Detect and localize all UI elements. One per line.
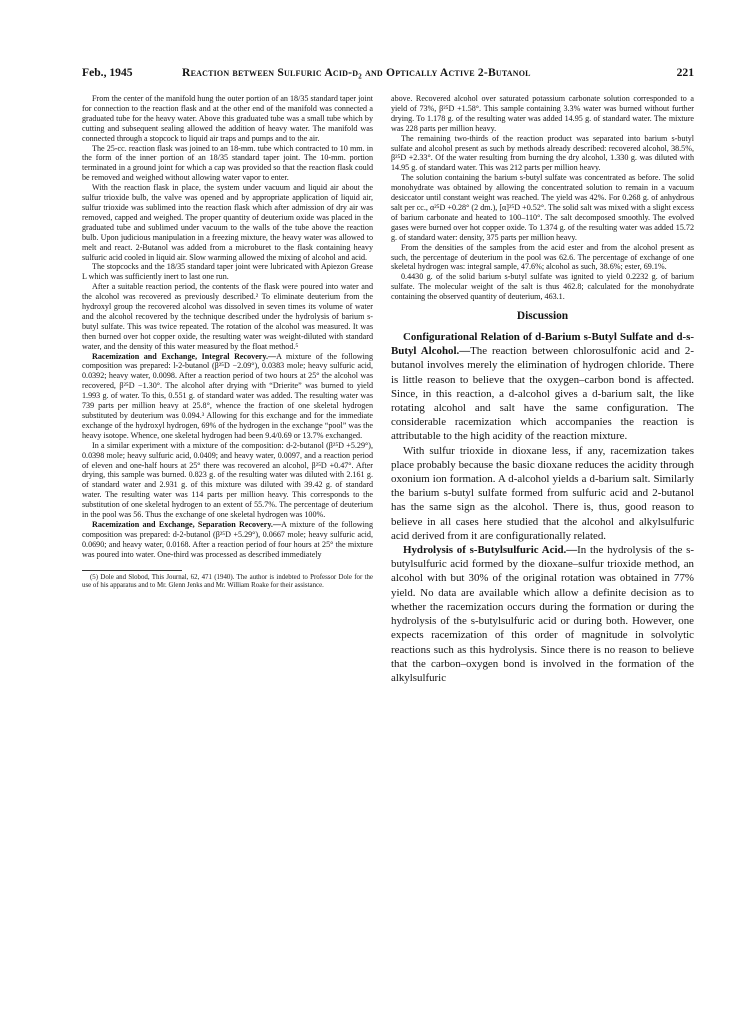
journal-page <box>82 62 694 684</box>
paragraph: The solution containing the barium s-butyl sulfate was concentrated as before. The solid monohydrate was obtained by allowing the concentrated solution to remain in a vacuum desiccator until constant weight was reached. The yield was 42%. For 0.268 g. of anhydrous salt per cc., α²⁵D +0.28° (2 dm.), [α]²⁵D +0.52°. The solid salt was mixed with a slight excess of barium carbonate and heated to 100–110°. The salt decomposed smoothly. The evolved gases were burned over hot copper oxide. To 1.374 g. of the resulting water was added 15.72 g. of standard water: density, 375 parts per million heavy. <box>391 173 694 242</box>
paragraph <box>391 543 694 685</box>
header-title: Reaction between Sulfuric Acid-d₂ and Optically Active 2-Butanol <box>182 66 531 79</box>
section-heading: Racemization and Exchange, Integral Recovery.— <box>92 351 277 361</box>
paragraph-text: In the hydrolysis of the s-butylsulfuric acid formed by the dioxane–sulfur trioxide method, an alcohol with but 30% of the original rotation was obtained in 77% yield. No data are available which allow a definite decision as to whether the racemization occurs during the formation or during the hydrolysis of the s-butylsulfuric acid or during both. However, one expects racemization of this order of magnitude in solvolytic reactions such as this hydrolysis. Since there is no reason to believe that the carbon–oxygen bond is involved in the formation of the alkylsulfuric <box>391 544 694 684</box>
paragraph: In a similar experiment with a mixture of the composition: d-2-butanol (β²⁵D +5.29°), 0.0398 mole; heavy sulfuric acid, 0.0409; and heavy water, 0.0097, and a reaction period of eleven and one-half hours at 25° there was recovered an alcohol, β²⁵D +0.47°. After drying, this sample was burned. 0.823 g. of the resulting water was diluted with 2.161 g. of standard water and 2.931 g. of this mixture was diluted with 39.42 g. of standard water. The resulting water was 114 parts per million heavy. This corresponds to the substitution of one skeletal hydrogen to an extent of 55.7%. The percentage of deuterium in the pool was 56. Thus the exchange of one skeletal hydrogen was 100%. <box>82 440 373 520</box>
paragraph <box>391 330 694 444</box>
experimental-continuation <box>391 94 694 302</box>
section-heading: Racemization and Exchange, Separation Recovery.— <box>92 519 282 529</box>
footnote <box>82 574 373 591</box>
running-header <box>82 62 694 84</box>
page-number: 221 <box>676 66 694 79</box>
paragraph: The stopcocks and the 18/35 standard taper joint were lubricated with Apiezon Grease L which was sufficiently inert to last one run. <box>82 262 373 282</box>
section-title-discussion: Discussion <box>516 310 569 323</box>
left-column <box>82 94 373 590</box>
footnote-divider <box>82 570 182 571</box>
paragraph: From the center of the manifold hung the outer portion of an 18/35 standard taper joint for connection to the reaction flask and at the other end of the manifold was connected a graduated tube for the heavy water. Above this graduated tube was a small tube which by cutting and subsequent sealing allowed the addition of heavy water. The manifold was connected through a stopcock to liquid air traps and pumps and to the air. <box>82 94 373 143</box>
paragraph-text: The reaction between chlorosulfonic acid and 2-butanol involves merely the elimination of hydrogen chloride. There is little reason to believe that the oxygen–carbon bond is affected. Since, in this reaction, a d-alcohol gives a d-barium salt, the like rotating alcohol and salt have the same configuration. The considerable racemization which accompanies the reaction is attributable to the high acidity of the reaction mixture. <box>391 345 694 443</box>
paragraph: From the densities of the samples from the acid ester and from the alcohol present as such, the percentage of deuterium in the pool was 62.6. The percentage of exchange of one skeletal hydrogen was: integral sample, 47.6%; alcohol as such, 38.6%; ester, 69.1%. <box>391 242 694 272</box>
right-column <box>391 94 694 685</box>
paragraph: The 25-cc. reaction flask was joined to an 18-mm. tube which contracted to 10 mm. in the form of the inner portion of an 18/35 standard taper joint. The 10-mm. portion terminated in a ground joint for which a cap was provided so that the reaction flask could be removed and weighed without allowing water vapor to enter. <box>82 143 373 183</box>
paragraph: 0.4430 g. of the solid barium s-butyl sulfate was ignited to yield 0.2232 g. of barium sulfate. The molecular weight of the salt is thus 462.8; calculated for the monohydrate containing the observed quantity of deuterium, 463.1. <box>391 272 694 302</box>
paragraph: With sulfur trioxide in dioxane less, if any, racemization takes place probably because the basic dioxane reduces the acidity through oxonium ion formation. A d-alcohol yields a d-barium salt. Similarly the barium s-butyl sulfate formed from sulfuric acid and 2-butanol has the same sign as the alcohol. There is, thus, good reason to believe in all cases here studied that the alcohol and alkylsulfuric acid derived from it are configurationally related. <box>391 444 694 542</box>
header-date: Feb., 1945 <box>82 66 133 79</box>
subsection-heading: Configurational Relation of d-Barium s-Butyl Sulfate and d-s-Butyl Alcohol.— <box>391 331 694 358</box>
paragraph <box>82 520 373 560</box>
paragraph: After a suitable reaction period, the contents of the flask were poured into water and the alcohol was recovered as previously described.² To eliminate deuterium from the hydroxyl group the recovered alcohol was dissolved in seven times its volume of water and the alcohol recovered by the technique described under the hydrolysis of barium s-butyl sulfate. This was twice repeated. The rotation of the alcohol was measured. It was then burned over hot copper oxide, the resulting water was weight-diluted with standard water, and the density of this water measured by the float method.⁵ <box>82 282 373 351</box>
subsection-heading: Hydrolysis of s-Butylsulfuric Acid.— <box>403 544 578 557</box>
paragraph-text: A mixture of the following composition was prepared: d-2-butanol (β²⁵D +5.29°), 0.0667 mole; heavy sulfuric acid, 0.0690; and heavy water, 0.0168. After a reaction period of four hours at 25° the mixture was poured into water. One-third was processed as described immediately <box>82 519 373 559</box>
discussion-body <box>391 330 694 685</box>
paragraph: above. Recovered alcohol over saturated potassium carbonate solution corresponded to a yield of 73%, β²⁵D +1.58°. This sample containing 3.3% water was burned without further drying. To 1.178 g. of the resulting water was added 14.95 g. of standard water. The mixture was 228 parts per million heavy. <box>391 94 694 133</box>
footnote-text: (5) Dole and Slobod, This Journal, 62, 471 (1940). The author is indebted to Professor Dole for the use of his apparatus and to Mr. Glenn Jenks and Mr. William Roake for their assistance. <box>82 573 373 589</box>
paragraph: The remaining two-thirds of the reaction product was separated into barium s-butyl sulfate and alcohol present as such by methods already described: recovered alcohol, 38.5%, β²⁵D +2.33°. Of the water resulting from burning the dry alcohol, 1.330 g. was diluted with 14.95 g. of standard water. This was 212 parts per million heavy. <box>391 133 694 173</box>
paragraph: With the reaction flask in place, the system under vacuum and liquid air about the sulfur trioxide bulb, the valve was opened and by appropriate application of liquid air, sulfur trioxide was sublimed into the reaction flask which after admission of dry air was removed, capped and weighed. The proper quantity of deuterium oxide was placed in the graduated tube and sublimed under vacuum to the walls of the tube above the reaction bulb. Upon judicious manipulation in a freezing mixture, the heavy water was allowed to melt and react. 2-Butanol was added from a microburet to the flask containing heavy sulfuric acid cooled in liquid air. Slow warming allowed the mixing of alcohol and acid. <box>82 183 373 262</box>
paragraph-text: A mixture of the following composition was prepared: l-2-butanol (β²⁵D −2.09°), 0.0383 mole; heavy sulfuric acid, 0.0392; heavy water, 0.0098. After a reaction period of two hours at 25° the alcohol was recovered, β²⁵D −1.30°. The alcohol after drying with “Drierite” was burned to yield 1.993 g. of water. To this, 0.551 g. of standard water was added. The resulting water was 739 parts per million heavy at 25.8°, whence the fraction of one skeletal hydrogen substituted by deuterium was 0.094.³ Allowing for this exchange and for the immediate exchange of the hydroxyl hydrogen, 69% of the hydrogen in the exchange “pool” was the heavy isotope. Whence, one skeletal hydrogen had been 9.4/0.69 or 13.7% exchanged. <box>82 351 373 440</box>
paragraph <box>82 352 373 441</box>
